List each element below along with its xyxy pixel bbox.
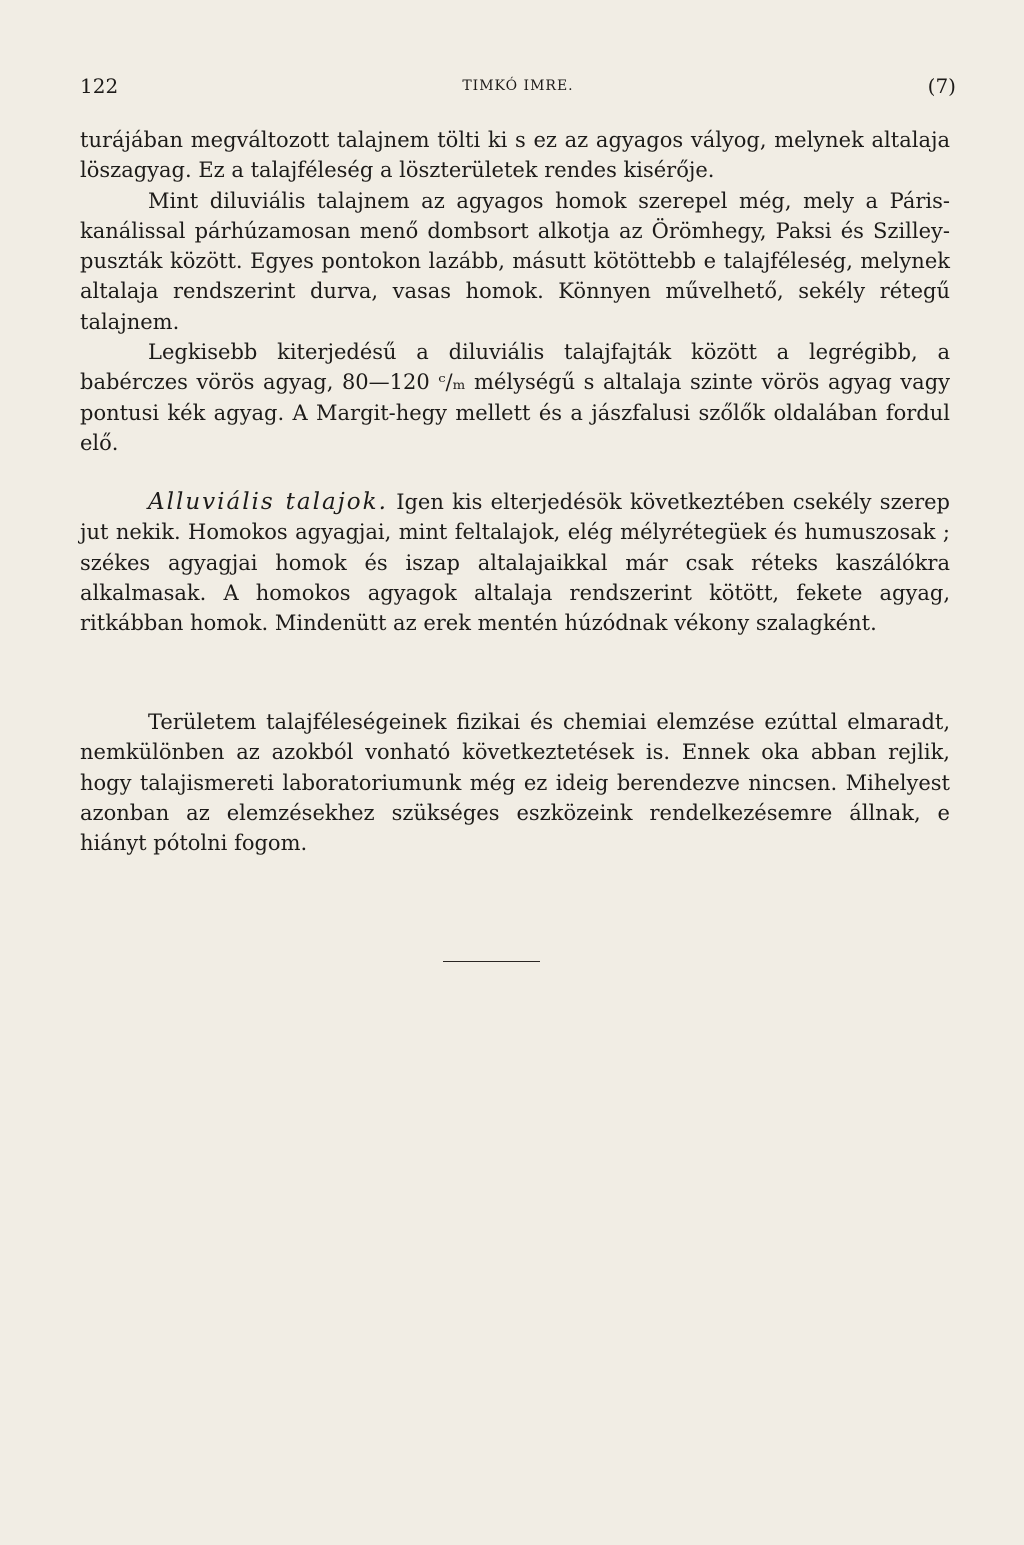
paragraph-5: Területem talajféleségeinek fizikai és chemiai elemzése ezúttal elmaradt, nemkülönben az azokból vonható következtetések is. Ennek oka abban rejlik, hogy talajismereti laboratoriumunk még ez ideig berendezve nincsen. Mihelyest azonban az elemzésekhez szükséges eszközeink rendelkezésemre állnak, e hiányt pótolni fogom. — [80, 710, 950, 856]
page-header — [80, 74, 956, 102]
paragraph-4-text: Igen kis elterjedésök következtében csekély szerep jut nekik. Homokos agyagjai, mint feltalajok, elég mélyrétegüek és humuszosak ; székes agyagjai homok és iszap altalajaikkal már csak réteks kaszálókra alkalmasak. A homokos agyagok altalaja rendszerint kötött, fekete agyag, ritkábban homok. Mindenütt az erek mentén húzódnak vékony szalagként. — [80, 490, 950, 636]
section-number: (7) — [927, 74, 956, 98]
text-block-alluvial — [80, 487, 950, 638]
paragraph-2: Mint diluviális talajnem az agyagos homok szerepel még, mely a Páris-kanálissal párhúzamosan menő dombsort alkotja az Örömhegy, Paksi és Szilley-puszták között. Egyes pontokon lazább, másutt kötöttebb e talajféleség, melynek altalaja rendszerint durva, vasas homok. Könnyen művelhető, sekély rétegű talajnem. — [80, 188, 950, 334]
section-heading-alluvial: Alluviális talajok. — [148, 489, 388, 515]
running-title: TIMKÓ IMRE. — [462, 78, 574, 94]
paragraph-1: turájában megváltozott talajnem tölti ki s ez az agyagos vályog, melynek altalaja löszagyag. Ez a talajféleség a löszterületek rendes kisérője. — [80, 128, 950, 183]
page-number: 122 — [80, 74, 119, 98]
paragraph-4 — [80, 487, 950, 638]
end-rule — [443, 961, 540, 962]
text-block-closing — [80, 707, 950, 858]
text-block-diluvial — [80, 125, 950, 458]
paragraph-3: Legkisebb kiterjedésű a diluviális talajfajták között a legrégibb, a babérczes vörös agyag, 80—120 ᶜ/ₘ mélységű s altalaja szinte vörös agyag vagy pontusi kék agyag. A Margit-hegy mellett és a jászfalusi szőlők oldalában fordul elő. — [80, 340, 950, 455]
